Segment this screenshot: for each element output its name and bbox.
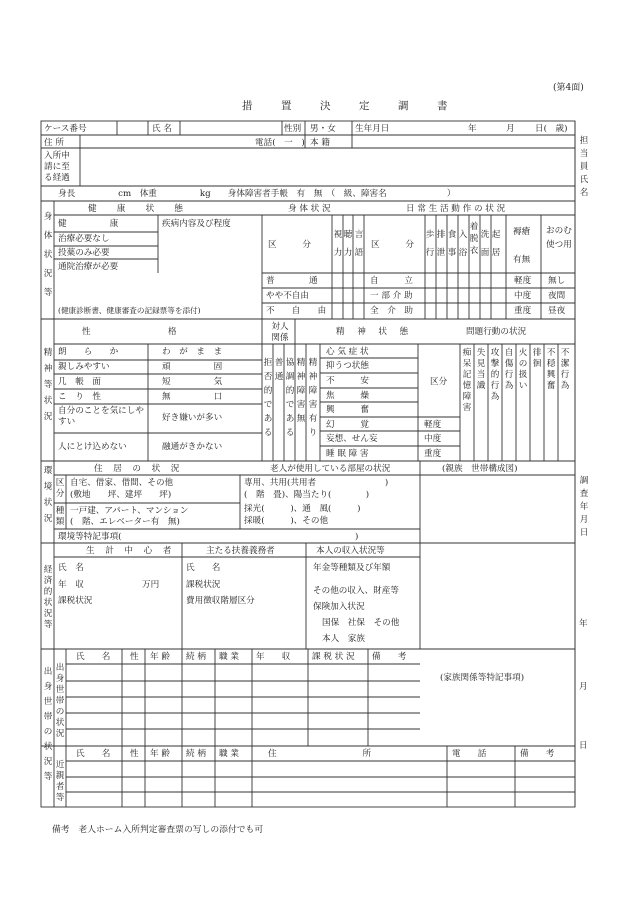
case-no-field[interactable] [118, 122, 147, 134]
problem-col: 痴呆記憶障害 [462, 348, 472, 413]
omutsu-label: おのむ使つ用 [546, 226, 572, 250]
fam2-col: 性 [130, 749, 139, 759]
disease-label: 疾病内容及び程度 [162, 219, 231, 229]
shurui-line[interactable]: ( 階、エレベーター有 無) [70, 517, 180, 527]
sex-label: 性別 [284, 124, 302, 134]
survey-day: 日 [579, 741, 588, 751]
problem-col: 自傷行為 [504, 348, 514, 391]
fam2-col: 電 話 [452, 749, 487, 759]
fam2-col: 続 柄 [186, 749, 206, 759]
econ-c1[interactable]: 課税状況 [58, 596, 93, 606]
physical-header: 身 体 状 況 [288, 204, 331, 214]
problem-col: 火の扱い [518, 348, 528, 391]
severity: 重度 [424, 449, 442, 459]
econ-c2[interactable]: 費用徴収階層区分 [186, 596, 255, 606]
dob-label: 生年月日 [355, 124, 390, 134]
problem-col: 徘徊 [532, 348, 542, 369]
economy-side-label: 経済的状況等 [43, 565, 53, 630]
survey-year: 年 [579, 619, 588, 629]
daily-row: 一 部 介 助 [370, 291, 413, 301]
econ-c3[interactable]: 国保 社保 その他 [322, 618, 400, 628]
phys-col: 言語 [354, 230, 364, 258]
env-special-label: 環境等特記事項( [58, 532, 122, 542]
daily-col: 歩行 [425, 230, 435, 258]
height-weight-line[interactable]: 身長 cm 体重 kg 身体障害者手帳 有 無 （ 級、障害名 ） [58, 189, 456, 199]
health-note: (健康診断書、健康審査の記録票等を添付) [58, 306, 201, 315]
seishin-header: 精 神 状 態 [336, 327, 411, 337]
trait-item[interactable]: 自分のことを気にしやすい [58, 406, 144, 427]
phys-row: 不 自 由 [266, 306, 327, 316]
domicile-label: 本 籍 [310, 138, 330, 148]
form-title: 措 置 決 定 調 書 [242, 100, 457, 112]
fam1-col: 年 収 [256, 652, 291, 662]
trait-item[interactable]: こ り 性 [58, 392, 101, 402]
phys-col: 聴力 [343, 230, 353, 258]
daily-kubun: 区 分 [371, 240, 414, 250]
name-field[interactable] [181, 122, 281, 134]
domicile-field[interactable] [353, 136, 573, 147]
omutsu-row: 軽度 [514, 276, 532, 286]
econ-c3[interactable]: 年金等種類及び年額 [313, 563, 391, 573]
fam1-col: 課 税 状 況 [312, 652, 355, 662]
daily-header: 日 常 生 活 動 作 の 状 況 [406, 204, 506, 214]
fam1-col: 備 考 [372, 652, 407, 662]
daily-col: 洗面 [480, 230, 490, 258]
staff-label: 担当員氏名 [579, 136, 589, 198]
kubun-line[interactable]: 自宅、借家、借間、その他 [70, 478, 174, 488]
daily-row: 自 立 [370, 276, 413, 286]
problem-col: 失見当識 [476, 348, 486, 391]
family-sub1: 出身世帯の状況 [55, 663, 65, 739]
mental-state[interactable]: 幻 覚 [326, 420, 369, 430]
footer-note: 備考 老人ホーム入所判定審査票の写しの添付でも可 [52, 825, 264, 835]
trait-item[interactable]: 融通がきかない [162, 442, 223, 452]
problem-col: 不潔行為 [560, 348, 570, 391]
taijin-col[interactable]: 精神障害有り [308, 358, 318, 438]
env-side-label: 環境状況 [43, 466, 53, 524]
survey-month: 月 [579, 682, 588, 692]
omutsu-val[interactable]: 夜間 [548, 291, 566, 301]
family-header: (親族 世帯構成図) [442, 464, 518, 474]
env-shurui: 種類 [55, 506, 65, 527]
mental-kubun: 区分 [430, 377, 448, 387]
taijin-header: 対人関係 [271, 322, 289, 343]
jokuso-value[interactable]: 有無 [513, 255, 531, 265]
room-line[interactable]: 採暖( )、その他 [244, 516, 329, 526]
env-kubun: 区分 [55, 478, 65, 499]
mental-side-label: 精神等状況 [43, 348, 53, 422]
applicant-field[interactable] [81, 149, 573, 185]
survey-date-label: 調査年月日 [579, 476, 589, 538]
body-side-label: 身体状況等 [43, 212, 53, 298]
health-item[interactable]: 投薬のみ必要 [58, 248, 110, 258]
fam1-col: 氏 名 [76, 652, 111, 662]
economy-h3: 本人の収入状況等 [316, 546, 385, 556]
omutsu-row: 重度 [514, 306, 532, 316]
health-item[interactable]: 治療必要なし [58, 234, 110, 244]
applicant-label [44, 151, 80, 184]
trait-item[interactable]: 朗 ら か [58, 347, 119, 357]
severity: 中度 [424, 434, 442, 444]
trait-item[interactable]: 短 気 [162, 377, 223, 387]
econ-c3[interactable]: 保険加入状況 [313, 602, 365, 612]
health-item[interactable]: 健 康 [58, 219, 119, 229]
econ-c3[interactable]: 本人 家族 [322, 634, 365, 644]
problem-col: 攻撃的行為 [490, 348, 500, 402]
econ-c2[interactable]: 氏 名 [186, 563, 221, 573]
trait-item[interactable]: 無 口 [162, 392, 223, 402]
room-header: 老人が使用している部屋の状況 [270, 464, 391, 474]
daily-col: 着脱衣 [469, 222, 479, 256]
daily-row: 全 介 助 [370, 306, 413, 316]
mental-state[interactable]: 興 奮 [326, 405, 369, 415]
omutsu-val[interactable]: 昼夜 [548, 306, 566, 316]
env-special-field[interactable] [130, 531, 350, 542]
severity: 軽度 [424, 420, 442, 430]
fam1-col: 続 柄 [186, 652, 206, 662]
mental-state[interactable]: 妄想、せん妄 [326, 434, 378, 444]
mental-state[interactable]: 抑うつ状態 [326, 361, 369, 371]
dob-year: 年 [468, 124, 477, 134]
phone-label: 電話( 一 ) [255, 138, 305, 148]
trait-item[interactable]: 人にとけ込めない [58, 442, 127, 452]
fam1-col: 年 齢 [150, 652, 170, 662]
omutsu-val[interactable]: 無し [548, 276, 566, 286]
dob-day-age: 日( 歳) [535, 124, 568, 134]
case-no-label: ケース番号 [44, 124, 87, 134]
fam2-col: 備 考 [520, 749, 555, 759]
taijin-col[interactable]: 協調的である [285, 358, 295, 438]
health-item[interactable]: 通院治療が必要 [58, 262, 119, 272]
fam1-col: 性 [130, 652, 139, 662]
daily-col: 排泄 [436, 230, 446, 258]
omutsu-row: 中度 [514, 291, 532, 301]
taijin-col[interactable]: 普通 [274, 358, 284, 382]
housing-header: 住 居 の 状 況 [94, 464, 181, 474]
mental-state[interactable]: 心 気 症 状 [326, 347, 369, 357]
kubun-line[interactable]: (敷地 坪、建坪 坪) [70, 490, 172, 500]
name-label: 氏 名 [152, 124, 172, 134]
taijin-col[interactable]: 拒否的である [263, 358, 273, 438]
health-header: 健 康 状 態 [88, 204, 184, 214]
fam2-col: 年 齢 [150, 749, 170, 759]
jokuso-label: 褥瘡 [513, 227, 531, 237]
family-sub2: 近親者等 [55, 760, 65, 803]
daily-col: 食事 [447, 230, 457, 258]
trait-item[interactable]: 好き嫌いが多い [162, 413, 223, 423]
economy-h2: 主たる扶養義務者 [206, 546, 275, 556]
fam2-col: 住 所 [268, 749, 372, 759]
address-label: 住 所 [44, 138, 64, 148]
trait-item[interactable]: 頑 固 [162, 362, 223, 372]
applicant-label-text: 入所申請に至る経過 [44, 151, 70, 183]
family-note: (家族関係等特記事項) [440, 673, 525, 683]
dob-month: 月 [506, 124, 515, 134]
address-field[interactable] [81, 136, 261, 147]
econ-c1[interactable]: 氏 名 [58, 563, 84, 573]
family-side-label: 出身世帯の状況等 [43, 667, 53, 782]
room-line[interactable]: ( 階 畳)、陽当たり( ) [244, 490, 370, 500]
trait-item[interactable]: わ が ま ま [162, 347, 223, 357]
problem-col: 不穏興奮 [546, 348, 556, 391]
econ-c1[interactable]: 年 収 [58, 580, 84, 590]
fam2-col: 職 業 [219, 749, 239, 759]
economy-h1: 生 計 中 心 者 [86, 546, 173, 556]
econ-man: 万円 [142, 580, 160, 590]
page-number: (第4面) [553, 83, 584, 93]
seikaku-header: 性 格 [82, 327, 177, 337]
mental-state[interactable]: 睡 眠 障 害 [326, 449, 369, 459]
mental-state[interactable]: 不 安 [326, 376, 369, 386]
fam2-col: 氏 名 [76, 749, 111, 759]
shurui-line[interactable]: 一戸建、アパート、マンション [70, 506, 189, 516]
trait-item[interactable]: 親しみやすい [58, 362, 110, 372]
fam1-col: 職 業 [219, 652, 239, 662]
env-special-close: ) [355, 532, 359, 542]
phys-row: 普 通 [266, 276, 318, 286]
phys-col: 視力 [333, 230, 343, 258]
room-line[interactable]: 採光( )、通 風( ) [244, 504, 361, 514]
econ-c2[interactable]: 課税状況 [186, 580, 221, 590]
phys-row: やや不自由 [266, 291, 309, 301]
mental-state[interactable]: 焦 燥 [326, 391, 369, 401]
mondai-header: 問題行動の状況 [466, 327, 527, 337]
sex-options[interactable]: 男・女 [310, 124, 336, 134]
room-line[interactable]: 専用、共用(共用者 ) [244, 478, 389, 488]
daily-col: 入浴 [458, 230, 468, 258]
econ-c3[interactable]: その他の収入、財産等 [313, 586, 399, 596]
daily-col: 起居 [491, 230, 501, 258]
phys-kubun: 区 分 [268, 240, 311, 250]
taijin-col[interactable]: 精神障害無 [296, 358, 306, 424]
trait-item[interactable]: 几 帳 面 [58, 377, 101, 387]
